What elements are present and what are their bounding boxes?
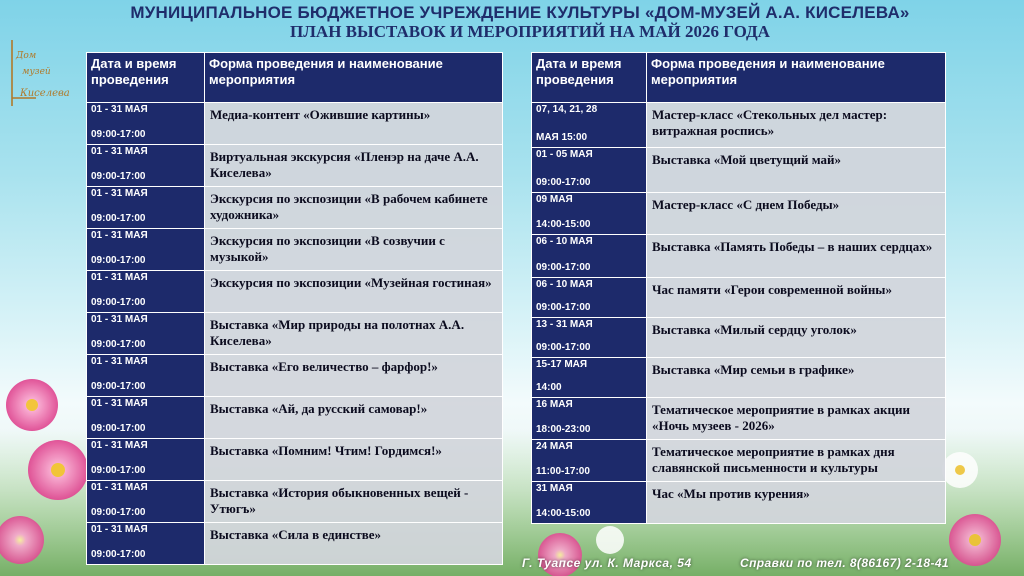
svg-text:Киселева: Киселева [20,88,70,99]
event-time: 09:00-17:00 [536,342,591,353]
date-cell [87,313,205,355]
event-time: 18:00-23:00 [536,424,591,435]
event-date: 01 - 31 МАЯ [91,398,148,409]
event-name: Мастер-класс «Стекольных дел мастер: витражная роспись» [647,103,946,148]
event-time: 09:00-17:00 [91,255,146,266]
event-time: 09:00-17:00 [91,549,146,560]
date-cell [532,235,647,278]
event-time: 09:00-17:00 [536,302,591,313]
date-cell [87,103,205,145]
table-row [532,440,946,482]
event-time: 09:00-17:00 [91,339,146,350]
event-date: 01 - 31 МАЯ [91,440,148,451]
event-time: 09:00-17:00 [536,262,591,273]
museum-logo [6,38,78,108]
event-name: Выставка «Сила в единстве» [205,523,503,565]
event-name: Час памяти «Герои современной войны» [647,278,946,318]
event-date: 06 - 10 МАЯ [536,236,593,247]
event-time: 14:00 [536,382,562,393]
date-cell [87,355,205,397]
event-date: 13 - 31 МАЯ [536,319,593,330]
table-row [87,229,503,271]
date-cell [87,229,205,271]
event-time: 11:00-17:00 [536,466,590,477]
event-date: 01 - 31 МАЯ [91,482,148,493]
table-row [532,103,946,148]
table-row [87,523,503,565]
date-cell [532,103,647,148]
date-cell [87,397,205,439]
white-flower [596,526,624,554]
table-row [532,318,946,358]
event-name: Экскурсия по экспозиции «В созвучии с музыкой» [205,229,503,271]
event-name: Выставка «Ай, да русский самовар!» [205,397,503,439]
event-date: 07, 14, 21, 28 [536,104,598,115]
event-date: 01 - 31 МАЯ [91,314,148,325]
table-row [87,313,503,355]
table-row [87,439,503,481]
event-date: 06 - 10 МАЯ [536,279,593,290]
address: Г. Туапсе ул. К. Маркса, 54 [522,556,692,570]
table-row [532,193,946,235]
event-name: Виртуальная экскурсия «Пленэр на даче А.А. Киселева» [205,145,503,187]
table-row [87,271,503,313]
event-time: 14:00-15:00 [536,508,591,519]
date-column-header: Дата и время проведения [87,53,205,103]
date-cell [87,481,205,523]
event-date: 31 МАЯ [536,483,573,494]
date-cell [87,145,205,187]
event-name: Выставка «Память Победы – в наших сердцах» [647,235,946,278]
svg-text:музей: музей [22,67,51,77]
event-date: 15-17 МАЯ [536,359,588,370]
event-name: Медиа-контент «Ожившие картины» [205,103,503,145]
event-time: 09:00-17:00 [91,129,146,140]
table-row [87,397,503,439]
svg-text:Дом: Дом [16,51,37,61]
event-date: 16 МАЯ [536,399,573,410]
event-date: 01 - 31 МАЯ [91,146,148,157]
pink-flower [949,514,1001,566]
pink-flower [28,440,88,500]
event-name: Выставка «Мой цветущий май» [647,148,946,193]
pink-flower [6,379,58,431]
event-name: Выставка «Мир природы на полотнах А.А. Киселева» [205,313,503,355]
event-name: Тематическое мероприятие в рамках акции «Ночь музеев - 2026» [647,398,946,440]
phone-info: Справки по тел. 8(86167) 2-18-41 [740,556,949,570]
event-name: Час «Мы против курения» [647,482,946,524]
event-name: Выставка «Его величество – фарфор!» [205,355,503,397]
date-cell [87,187,205,229]
date-cell [87,271,205,313]
events-table-left [86,52,503,565]
event-time: 09:00-17:00 [536,177,591,188]
date-cell [532,358,647,398]
event-name: Мастер-класс «С днем Победы» [647,193,946,235]
table-row [87,355,503,397]
event-time: 09:00-17:00 [91,213,146,224]
table-row [532,278,946,318]
event-date: 01 - 31 МАЯ [91,272,148,283]
event-name: Выставка «История обыкновенных вещей - Утюгъ» [205,481,503,523]
event-date: 01 - 31 МАЯ [91,230,148,241]
event-date: 24 МАЯ [536,441,573,452]
table-row [532,482,946,524]
date-cell [532,398,647,440]
event-time: МАЯ 15:00 [536,132,588,143]
date-cell [87,523,205,565]
table-row [87,187,503,229]
date-cell [87,439,205,481]
event-time: 09:00-17:00 [91,297,146,308]
table-row [532,358,946,398]
header [0,2,1024,42]
table-row [87,481,503,523]
events-table-right [531,52,946,524]
date-column-header: Дата и время проведения [532,53,647,103]
table-row [87,145,503,187]
table-row [532,398,946,440]
event-time: 09:00-17:00 [91,381,146,392]
plan-title: ПЛАН ВЫСТАВОК И МЕРОПРИЯТИЙ НА МАЙ 2026 ГОДА [290,22,770,41]
event-name: Выставка «Мир семьи в графике» [647,358,946,398]
event-date: 09 МАЯ [536,194,573,205]
event-name: Экскурсия по экспозиции «В рабочем кабинете художника» [205,187,503,229]
date-cell [532,278,647,318]
event-name: Выставка «Милый сердцу уголок» [647,318,946,358]
event-time: 09:00-17:00 [91,171,146,182]
event-time: 09:00-17:00 [91,423,146,434]
event-name: Экскурсия по экспозиции «Музейная гостиная» [205,271,503,313]
white-flower [942,452,978,488]
event-date: 01 - 05 МАЯ [536,149,593,160]
event-name: Выставка «Помним! Чтим! Гордимся!» [205,439,503,481]
date-cell [532,148,647,193]
event-time: 09:00-17:00 [91,465,146,476]
event-date: 01 - 31 МАЯ [91,104,148,115]
event-date: 01 - 31 МАЯ [91,524,148,535]
date-cell [532,193,647,235]
table-row [532,235,946,278]
event-date: 01 - 31 МАЯ [91,188,148,199]
event-column-header: Форма проведения и наименование мероприятия [647,53,946,103]
date-cell [532,440,647,482]
event-time: 09:00-17:00 [91,507,146,518]
event-name: Тематическое мероприятие в рамках дня славянской письменности и культуры [647,440,946,482]
event-column-header: Форма проведения и наименование мероприятия [205,53,503,103]
table-row [532,148,946,193]
table-row [87,103,503,145]
event-time: 14:00-15:00 [536,219,591,230]
date-cell [532,318,647,358]
date-cell [532,482,647,524]
event-date: 01 - 31 МАЯ [91,356,148,367]
org-title: МУНИЦИПАЛЬНОЕ БЮДЖЕТНОЕ УЧРЕЖДЕНИЕ КУЛЬТУРЫ «ДОМ-МУЗЕЙ А.А. КИСЕЛЕВА» [130,3,910,22]
